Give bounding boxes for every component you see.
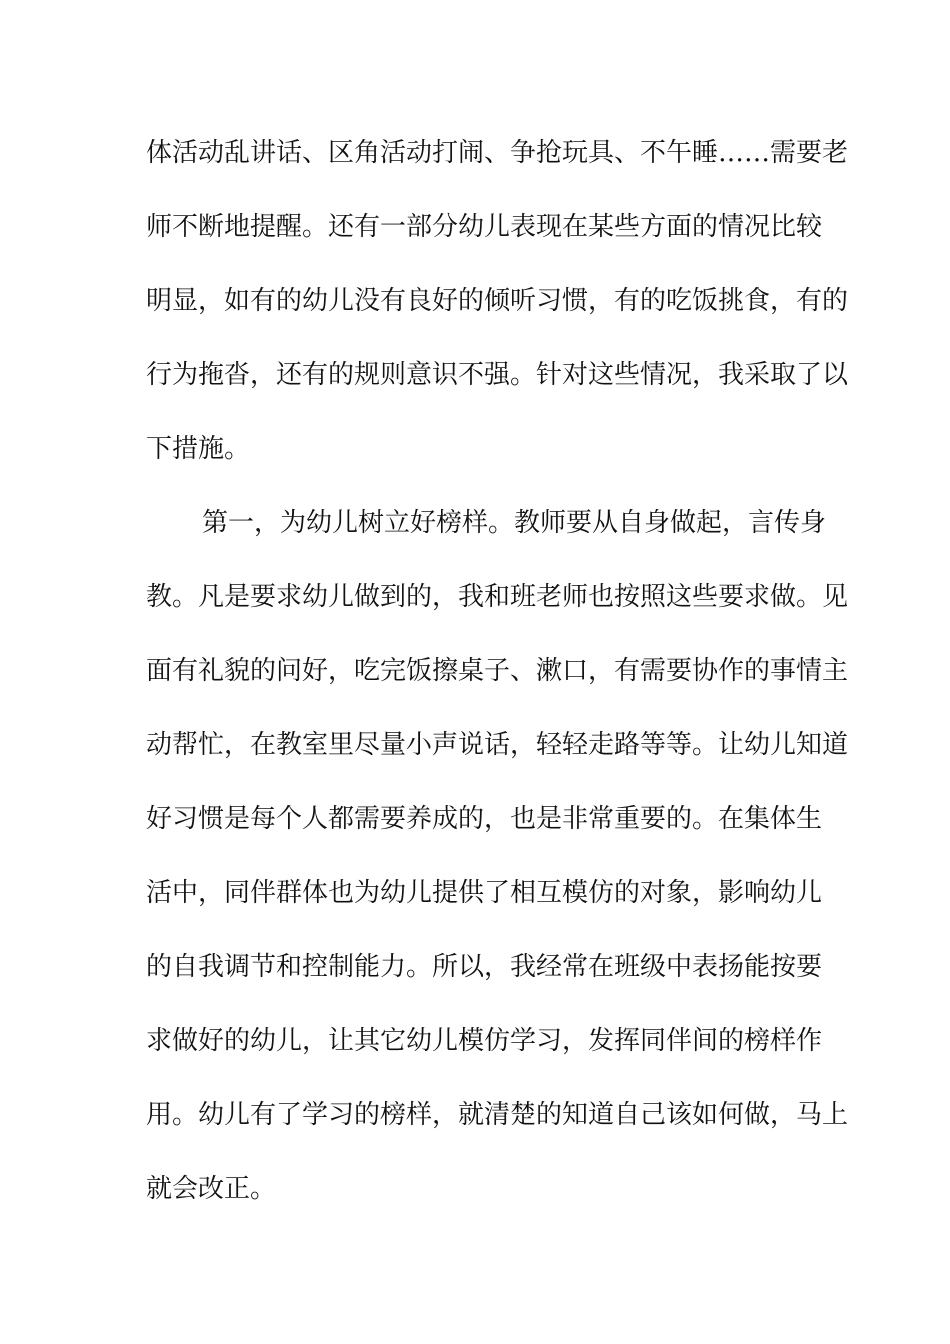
paragraph-line: 面有礼貌的问好，吃完饭擦桌子、漱口，有需要协作的事情主 (146, 656, 849, 686)
paragraph-line: 明显，如有的幼儿没有良好的倾听习惯，有的吃饭挑食，有的 (146, 286, 849, 316)
paragraph-line: 求做好的幼儿，让其它幼儿模仿学习，发挥同伴间的榜样作 (146, 1026, 823, 1056)
paragraph-line: 动帮忙，在教室里尽量小声说话，轻轻走路等等。让幼儿知道 (146, 730, 849, 760)
paragraph-line: 师不断地提醒。还有一部分幼儿表现在某些方面的情况比较 (146, 212, 823, 242)
paragraph-line: 用。幼儿有了学习的榜样，就清楚的知道自己该如何做，马上 (146, 1100, 849, 1130)
paragraph-line: 好习惯是每个人都需要养成的，也是非常重要的。在集体生 (146, 804, 823, 834)
paragraph-line: 教。凡是要求幼儿做到的，我和班老师也按照这些要求做。见 (146, 582, 849, 612)
paragraph-line: 体活动乱讲话、区角活动打闹、争抢玩具、不午睡……需要老 (146, 138, 849, 168)
paragraph-line: 的自我调节和控制能力。所以，我经常在班级中表扬能按要 (146, 952, 823, 982)
paragraph-line: 第一，为幼儿树立好榜样。教师要从自身做起，言传身 (202, 508, 827, 538)
paragraph-1 (146, 127, 849, 497)
paragraph-line: 就会改正。 (146, 1174, 277, 1204)
paragraph-line: 活中，同伴群体也为幼儿提供了相互模仿的对象，影响幼儿 (146, 878, 823, 908)
paragraph-line: 行为拖沓，还有的规则意识不强。针对这些情况，我采取了以 (146, 360, 849, 390)
paragraph-line: 下措施。 (146, 434, 251, 464)
document-body (146, 127, 849, 1237)
paragraph-2 (146, 497, 849, 1237)
